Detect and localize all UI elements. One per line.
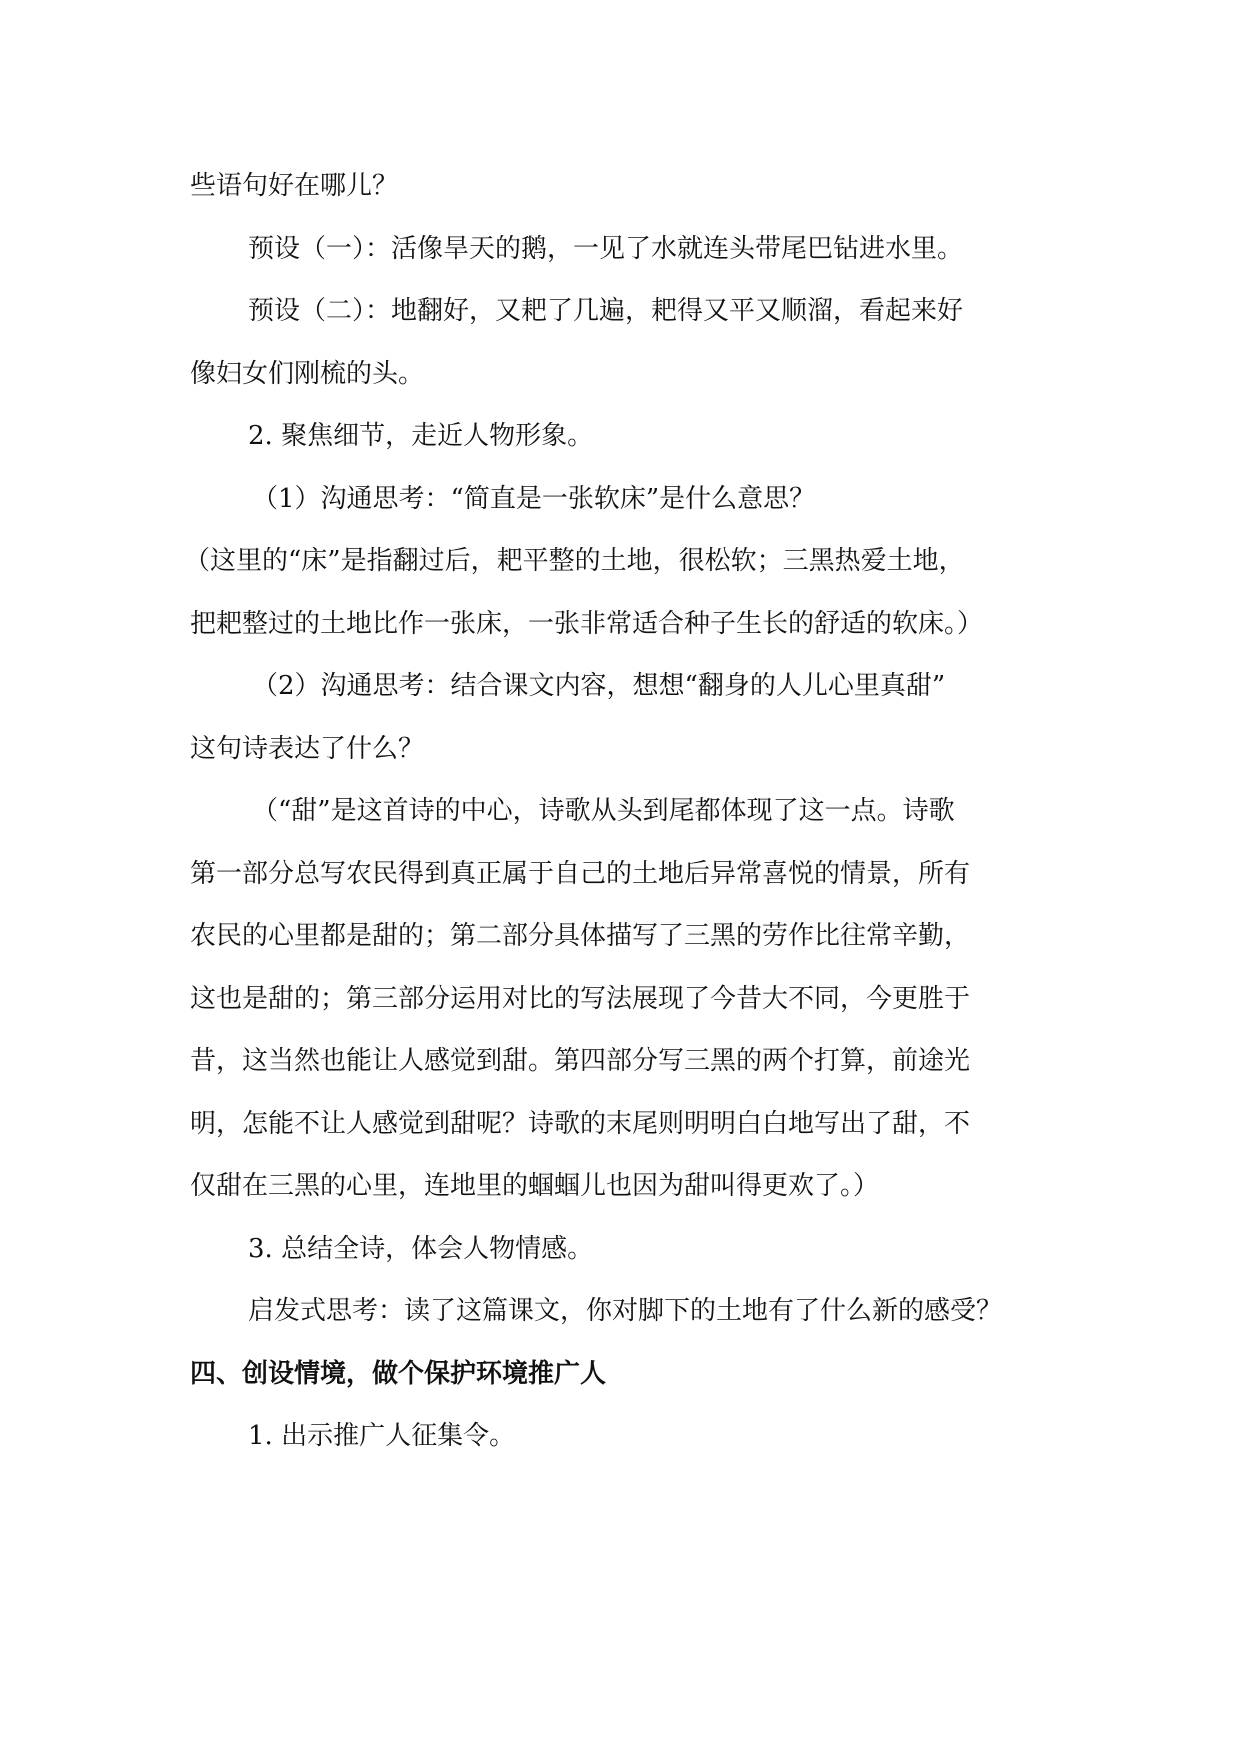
answer-line: 把耙整过的土地比作一张床，一张非常适合种子生长的舒适的软床。） xyxy=(190,608,984,639)
answer-line: 昔，这当然也能让人感觉到甜。第四部分写三黑的两个打算，前途光 xyxy=(190,1046,971,1076)
answer-line: 农民的心里都是甜的；第二部分具体描写了三黑的劳作比往常辛勤， xyxy=(190,921,971,951)
paragraph-line: 预设（二）：地翻好，又耙了几遍，耙得又平又顺溜，看起来好 xyxy=(248,296,964,326)
paragraph-line: 些语句好在哪儿？ xyxy=(190,171,399,201)
answer-line: 明，怎能不让人感觉到甜呢？诗歌的末尾则明明白白地写出了甜，不 xyxy=(190,1108,971,1139)
answer-line: （“甜”是这首诗的中心，诗歌从头到尾都体现了这一点。诗歌 xyxy=(252,796,955,826)
answer-line: （这里的“床”是指翻过后，耙平整的土地，很松软；三黑热爱土地， xyxy=(184,546,965,576)
answer-line: 这也是甜的；第三部分运用对比的写法展现了今昔大不同，今更胜于 xyxy=(190,983,971,1014)
question-line: （2）沟通思考：结合课文内容，想想“翻身的人儿心里真甜” xyxy=(252,671,946,701)
paragraph-line: 像妇女们刚梳的头。 xyxy=(190,358,425,389)
question-line: 这句诗表达了什么？ xyxy=(190,733,425,764)
paragraph-line: 预设（一）：活像旱天的鹅，一见了水就连头带尾巴钻进水里。 xyxy=(248,233,964,264)
list-item: 1. 出示推广人征集令。 xyxy=(248,1421,516,1451)
list-item: 3. 总结全诗，体会人物情感。 xyxy=(248,1233,594,1264)
answer-line: 第一部分总写农民得到真正属于自己的土地后异常喜悦的情景，所有 xyxy=(190,858,971,889)
section-heading: 四、创设情境，做个保护环境推广人 xyxy=(190,1358,607,1389)
list-item: 2. 聚焦细节，走近人物形象。 xyxy=(248,421,594,451)
paragraph-line: 启发式思考：读了这篇课文，你对脚下的土地有了什么新的感受？ xyxy=(248,1296,1003,1326)
document-body xyxy=(184,155,1060,1468)
answer-line: 仅甜在三黑的心里，连地里的蝈蝈儿也因为甜叫得更欢了。） xyxy=(190,1171,880,1201)
question-line: （1）沟通思考：“简直是一张软床”是什么意思？ xyxy=(252,483,816,514)
